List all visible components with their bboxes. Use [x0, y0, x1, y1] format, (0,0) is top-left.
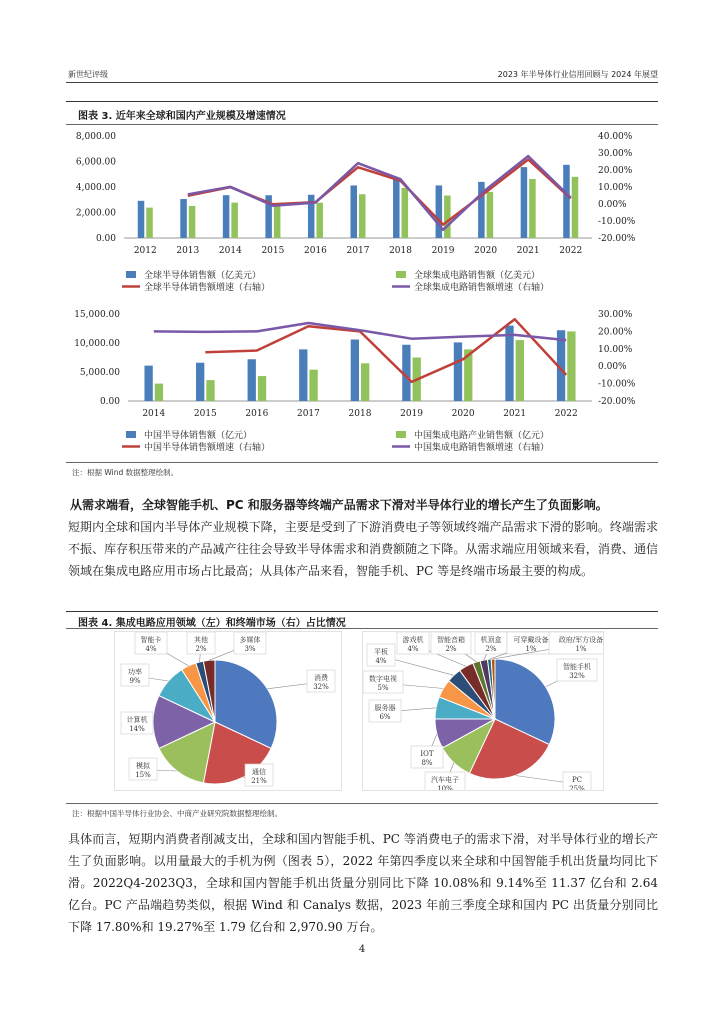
x-axis-tick: 2018	[348, 409, 372, 419]
bar-1-5	[359, 194, 366, 238]
bar-0-9	[521, 167, 528, 238]
bar-1-4	[316, 203, 323, 238]
china-chart	[66, 304, 658, 460]
global-chart	[66, 126, 658, 306]
bar-0-2	[248, 359, 256, 401]
header-rule	[66, 82, 658, 83]
pie-label-7: 多媒体	[239, 636, 261, 644]
legend-label-1: 全球集成电路销售额（亿美元）	[414, 271, 541, 281]
bar-1-10	[572, 177, 579, 238]
bar-1-0	[146, 208, 153, 238]
legend-label-0: 全球半导体销售额（亿美元）	[144, 271, 262, 281]
bar-0-7	[505, 326, 513, 401]
bar-1-7	[444, 195, 451, 238]
pie-pct-2: 15%	[135, 771, 151, 779]
figure4-bottom-rule	[66, 803, 658, 804]
pie-label-8: 智能音箱	[437, 636, 465, 644]
pie-pct-5: 4%	[145, 645, 157, 653]
left-axis-tick: 15,000.00	[74, 310, 120, 320]
pie-pct-1: 25%	[569, 785, 585, 790]
x-axis-tick: 2014	[142, 409, 166, 419]
bar-0-6	[393, 178, 400, 238]
bar-0-1	[180, 199, 187, 238]
right-axis-tick: -10.00%	[598, 379, 636, 390]
figure4-note: 注：根据中国半导体行业协会、中商产业研究院数据整理绘制。	[72, 809, 282, 818]
figure4-top-rule	[66, 611, 658, 612]
bar-0-10	[563, 165, 570, 238]
x-axis-tick: 2015	[261, 246, 285, 256]
header-right: 2023 年半导体行业信用回顾与 2024 年展望	[497, 70, 658, 79]
legend-swatch-0	[126, 431, 136, 438]
pie-label-1: 通信	[252, 768, 266, 776]
pie-label-0: 智能手机	[563, 663, 591, 671]
pie-pct-2: 10%	[437, 785, 453, 790]
figure4-title: 图表 4. 集成电路应用领域（左）和终端市场（右）占比情况	[78, 618, 346, 629]
body-paragraph-2: 具体而言，短期内消费者削减支出，全球和国内智能手机、PC 等消费电子的需求下滑，对半导体行业的增长产生了负面影响。以用量最大的手机为例（图表 5），2022 年第四季度以来全球和中国智能手机出货量均同比下滑。2022Q4-2023Q3，全球和国内智能手机出货量分别同比下降 10.08%和 9.14%至 11.37 亿台和 2.64 亿台。PC 产品端趋势类似，根据 Wind 和 Canalys 数据，2023 年前三季度全球和国内 PC 出货量分别同比下降 17.80%和 19.27%至 1.79 亿台和 2,970.90 万台。	[68, 832, 658, 934]
page-number: 4	[358, 944, 366, 955]
pie-label-10: 可穿戴设备	[513, 636, 549, 644]
pie-pct-5: 5%	[377, 684, 389, 692]
right-axis-tick: 20.00%	[598, 166, 633, 176]
x-axis-tick: 2020	[474, 246, 498, 256]
left-axis-tick: 5,000.00	[79, 368, 120, 378]
figure3-bottom-rule	[66, 462, 658, 463]
legend-label-2: 全球半导体销售额增速（右轴）	[144, 283, 271, 293]
bar-0-3	[299, 349, 307, 401]
x-axis-tick: 2016	[304, 246, 327, 256]
bar-0-1	[196, 363, 204, 401]
pie-label-7: 游戏机	[402, 636, 424, 644]
pie-pct-3: 8%	[421, 759, 433, 767]
section-heading: 从需求端看，全球智能手机、PC 和服务器等终端产品需求下滑对半导体行业的增长产生了负面影响。	[70, 498, 608, 512]
figure3-top-rule	[66, 101, 658, 102]
right-axis-tick: 30.00%	[598, 149, 633, 159]
right-axis-tick: 0.00%	[598, 362, 627, 373]
legend-label-2: 中国半导体销售额增速（右轴）	[144, 443, 271, 453]
bar-1-3	[274, 203, 281, 238]
pie-pct-7: 4%	[407, 645, 419, 653]
left-axis-tick: 0.00	[99, 397, 120, 407]
pie-pct-11: 1%	[575, 645, 587, 653]
x-axis-tick: 2015	[193, 409, 217, 419]
x-axis-tick: 2020	[451, 409, 475, 419]
left-axis-tick: 6,000.00	[75, 157, 116, 168]
pie-label-6: 其他	[194, 636, 208, 644]
x-axis-tick: 2013	[176, 246, 200, 256]
left-axis-tick: 2,000.00	[75, 208, 116, 219]
bar-1-6	[402, 188, 409, 238]
x-axis-tick: 2022	[554, 409, 578, 419]
pie-pct-3: 14%	[129, 725, 145, 733]
application-pie-panel	[114, 631, 342, 791]
pie-label-4: 服务器	[374, 704, 396, 712]
bar-1-3	[309, 370, 317, 401]
bar-0-5	[350, 185, 357, 238]
left-axis-tick: 4,000.00	[75, 183, 116, 193]
left-axis-tick: 0.00	[95, 234, 116, 244]
pie-pct-4: 9%	[129, 677, 141, 685]
right-axis-tick: 40.00%	[598, 132, 633, 142]
pie-pct-4: 6%	[379, 713, 391, 721]
application-pie-chart	[115, 632, 341, 790]
pie-pct-0: 32%	[313, 683, 329, 691]
terminal-pie-chart	[363, 632, 603, 790]
x-axis-tick: 2021	[516, 246, 540, 256]
bar-1-8	[567, 331, 575, 401]
bar-0-4	[351, 340, 359, 401]
terminal-pie-panel	[362, 631, 604, 791]
pie-label-1: PC	[571, 776, 583, 784]
header-left: 新世纪评级	[68, 70, 108, 79]
legend-label-1: 中国集成电路产业销售额（亿元）	[414, 431, 550, 441]
x-axis-tick: 2019	[400, 409, 424, 419]
bar-1-4	[361, 363, 369, 401]
bar-1-9	[529, 179, 536, 238]
right-axis-tick: -20.00%	[598, 397, 636, 407]
pie-label-2: 模拟	[136, 762, 150, 770]
bar-1-8	[487, 192, 494, 238]
x-axis-tick: 2021	[503, 409, 527, 419]
right-axis-tick: -10.00%	[598, 217, 636, 227]
x-axis-tick: 2018	[389, 246, 412, 256]
pie-label-2: 汽车电子	[431, 776, 459, 784]
legend-swatch-1	[396, 271, 406, 278]
pie-label-9: 机顶盒	[480, 636, 502, 644]
bar-1-2	[231, 203, 238, 238]
right-axis-tick: 10.00%	[598, 183, 633, 193]
bar-0-7	[436, 185, 443, 238]
figure3-title: 图表 3. 近年来全球和国内产业规模及增速情况	[78, 111, 286, 122]
pie-label-6: 平板	[374, 648, 388, 656]
right-axis-tick: 0.00%	[598, 200, 627, 210]
bar-1-1	[189, 206, 196, 238]
section-paragraph: 短期内全球和国内半导体产业规模下降，主要是受到了下游消费电子等领域终端产品需求下滑的影响。终端需求不振、库存积压带来的产品减产往往会导致半导体需求和消费额随之下降。从需求端应用领域来看，消费、通信领域在集成电路应用市场占比最高；从具体产品来看，智能手机、PC 等是终端市场最主要的构成。	[68, 520, 658, 578]
bar-0-6	[454, 342, 462, 401]
pie-label-0: 消费	[314, 674, 328, 682]
pie-pct-8: 2%	[445, 645, 457, 653]
pie-pct-6: 2%	[195, 645, 207, 653]
x-axis-tick: 2017	[346, 246, 370, 256]
figure3-note: 注：根据 Wind 数据整理绘制。	[72, 468, 179, 477]
bar-0-0	[144, 366, 152, 401]
legend-swatch-1	[396, 431, 406, 438]
pie-label-3: IOT	[420, 750, 434, 758]
pie-pct-1: 21%	[251, 777, 267, 785]
x-axis-tick: 2017	[296, 409, 320, 419]
legend-label-0: 中国半导体销售额（亿元）	[144, 431, 253, 441]
right-axis-tick: -20.00%	[598, 234, 636, 244]
pie-pct-7: 3%	[244, 645, 256, 653]
right-axis-tick: 10.00%	[598, 344, 633, 355]
legend-label-3: 中国集成电路销售额增速（右轴）	[414, 443, 550, 453]
pie-pct-0: 32%	[569, 672, 585, 680]
left-axis-tick: 10,000.00	[74, 339, 120, 349]
pie-pct-9: 2%	[485, 645, 497, 653]
bar-0-0	[138, 201, 145, 238]
pie-label-3: 计算机	[126, 716, 148, 724]
bar-1-7	[516, 340, 524, 401]
left-axis-tick: 8,000.00	[75, 132, 116, 142]
figure3-title-rule	[66, 124, 658, 125]
right-axis-tick: 30.00%	[598, 310, 633, 320]
pie-label-11: 政府/军方设备	[558, 636, 603, 644]
x-axis-tick: 2022	[559, 246, 583, 256]
figure4-title-rule	[66, 628, 658, 629]
x-axis-tick: 2019	[431, 246, 455, 256]
line-series-3	[188, 156, 571, 230]
x-axis-tick: 2016	[245, 409, 269, 419]
x-axis-tick: 2014	[218, 246, 242, 256]
right-axis-tick: 20.00%	[598, 327, 633, 338]
pie-pct-6: 4%	[375, 657, 387, 665]
bar-1-0	[155, 384, 163, 401]
pie-label-5: 智能卡	[140, 636, 162, 644]
pie-label-4: 功率	[128, 668, 142, 676]
legend-label-3: 全球集成电路销售额增速（右轴）	[414, 283, 550, 293]
bar-1-1	[206, 380, 214, 401]
bar-0-2	[223, 195, 230, 238]
legend-swatch-0	[126, 271, 136, 278]
pie-pct-10: 1%	[525, 645, 537, 653]
bar-1-2	[258, 376, 266, 401]
pie-label-5: 数字电视	[369, 675, 397, 683]
x-axis-tick: 2012	[133, 246, 157, 256]
